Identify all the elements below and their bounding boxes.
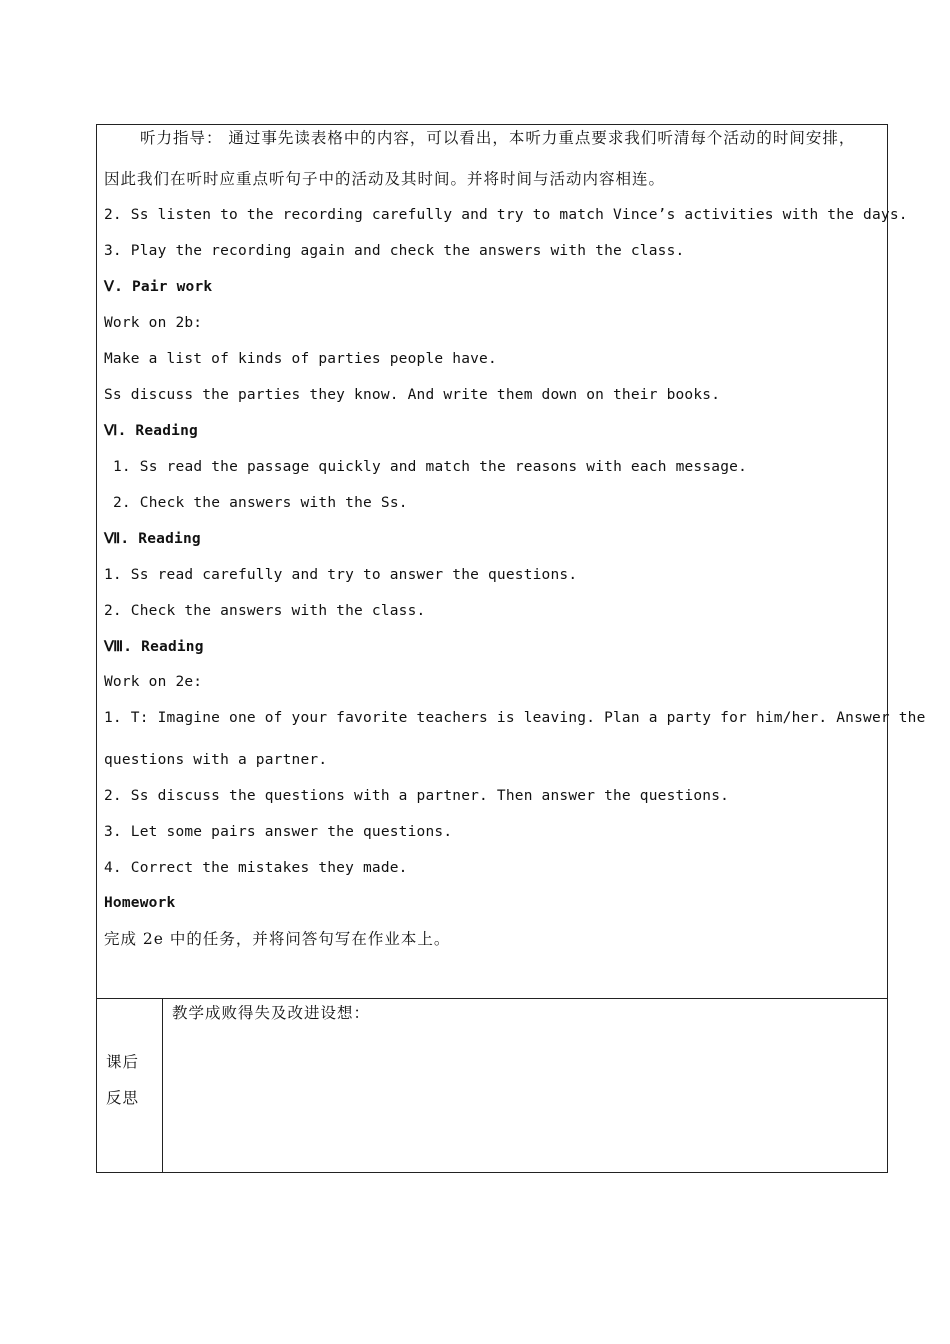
section-8-item-3: 3. Let some pairs answer the questions. — [104, 824, 453, 840]
listening-tip-line-1: 听力指导： 通过事先读表格中的内容，可以看出，本听力重点要求我们听清每个活动的时间安排， — [140, 129, 856, 147]
section-8-item-1a: 1. T: Imagine one of your favorite teachers is leaving. Plan a party for him/her. Answer the — [104, 710, 926, 726]
step-2-listen: 2. Ss listen to the recording carefully and try to match Vince’s activities with the days. — [104, 207, 908, 223]
section-8-item-1b: questions with a partner. — [104, 752, 328, 768]
section-5-line-1: Make a list of kinds of parties people have. — [104, 351, 497, 367]
section-7-title: Ⅶ. Reading — [104, 531, 201, 547]
step-3-play: 3. Play the recording again and check the answers with the class. — [104, 243, 685, 259]
reflection-title: 教学成败得失及改进设想： — [172, 1004, 371, 1022]
section-5-title: Ⅴ. Pair work — [104, 279, 213, 295]
section-8-item-2: 2. Ss discuss the questions with a partner. Then answer the questions. — [104, 788, 730, 804]
section-8-item-4: 4. Correct the mistakes they made. — [104, 860, 408, 876]
section-8-title: Ⅷ. Reading — [104, 639, 204, 655]
section-5-work: Work on 2b: — [104, 315, 203, 331]
homework-title: Homework — [104, 895, 176, 911]
reflection-cell — [96, 998, 888, 1173]
section-6-title: Ⅵ. Reading — [104, 423, 198, 439]
homework-text: 完成 2e 中的任务，并将问答句写在作业本上。 — [104, 930, 451, 948]
section-6-item-2: 2. Check the answers with the Ss. — [113, 495, 408, 511]
section-5-line-2: Ss discuss the parties they know. And write them down on their books. — [104, 387, 721, 403]
section-7-item-1: 1. Ss read carefully and try to answer the questions. — [104, 567, 578, 583]
reflection-label-line-1: 课后 — [106, 1053, 140, 1071]
section-6-item-1: 1. Ss read the passage quickly and match the reasons with each message. — [113, 459, 748, 475]
reflection-divider — [162, 999, 163, 1172]
section-7-item-2: 2. Check the answers with the class. — [104, 603, 426, 619]
reflection-label-line-2: 反思 — [106, 1089, 140, 1107]
listening-tip-line-2: 因此我们在听时应重点听句子中的活动及其时间。并将时间与活动内容相连。 — [104, 170, 666, 188]
section-8-work: Work on 2e: — [104, 674, 203, 690]
